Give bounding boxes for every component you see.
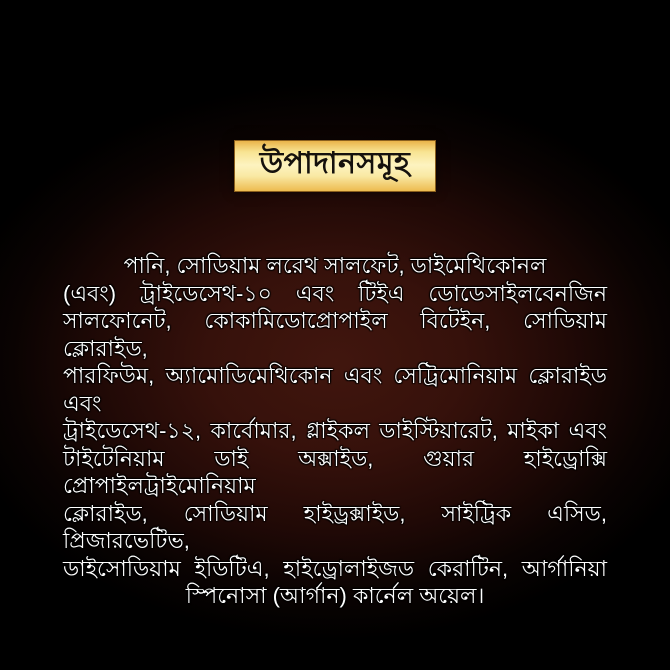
banner-title: উপাদানসমূহ [259, 147, 411, 180]
ingredients-line: সালফোনেট, কোকামিডোপ্রোপাইল বিটেইন, সোডিয়াম ক্লোরাইড, [63, 308, 607, 361]
ingredients-line: টাইটেনিয়াম ডাই অক্সাইড, গুয়ার হাইড্রোক্সি প্রোপাইলট্রাইমোনিয়াম [63, 445, 607, 498]
ingredients-line: পানি, সোডিয়াম লরেথ সালফেট, ডাইমেথিকোনল [123, 253, 547, 278]
ingredients-line: ডাইসোডিয়াম ইডিটিএ, হাইড্রোলাইজড কেরাটিন, আর্গানিয়া [63, 555, 607, 581]
ingredients-line: ট্রাইডেসেথ-১২, কার্বোমার, গ্লাইকল ডাইস্টিয়ারেট, মাইকা এবং [63, 418, 607, 443]
ingredients-line: ক্লোরাইড, সোডিয়াম হাইড্রক্সাইড, সাইট্রিক এসিড, প্রিজারভেটিভ, [63, 500, 607, 553]
ingredients-banner [234, 140, 436, 192]
ingredients-line: পারফিউম, অ্যামোডিমেথিকোন এবং সেট্রিমোনিয়াম ক্লোরাইড এবং [63, 363, 607, 416]
ingredients-text-block [63, 252, 607, 610]
ingredients-line: স্পিনোসা (আর্গান) কার্নেল অয়েল। [185, 583, 485, 608]
ingredients-line: (এবং) ট্রাইডেসেথ-১০ এবং টিইএ ডোডেসাইলবেনজিন [63, 280, 607, 306]
